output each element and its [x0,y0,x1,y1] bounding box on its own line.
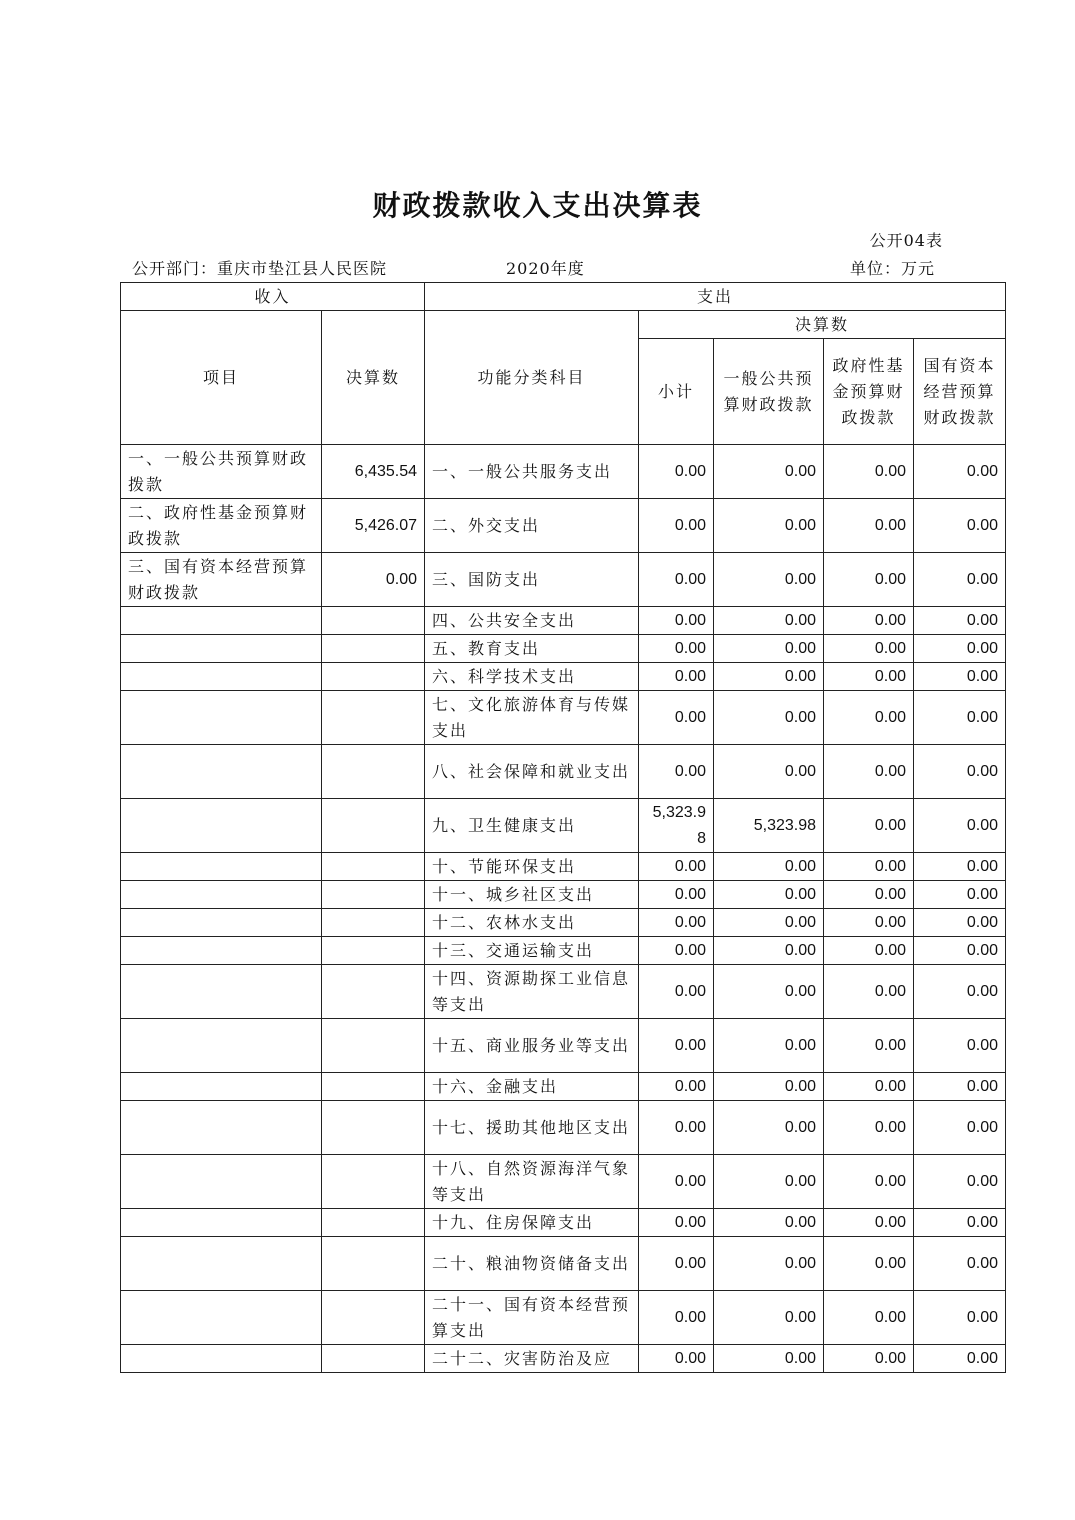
gov-fund-cell: 0.00 [824,853,914,881]
gov-fund-cell: 0.00 [824,691,914,745]
general-budget-cell: 0.00 [714,853,824,881]
general-budget-cell: 0.00 [714,607,824,635]
subtotal-cell: 0.00 [639,1155,714,1209]
state-capital-cell: 0.00 [914,965,1006,1019]
income-item-cell: 一、一般公共预算财政拨款 [121,445,322,499]
function-category-cell: 十、节能环保支出 [425,853,639,881]
gov-fund-header: 政府性基金预算财政拨款 [824,339,914,445]
table-row [121,635,1006,663]
gov-fund-cell: 0.00 [824,909,914,937]
income-amount-cell: 0.00 [322,553,425,607]
table-row [121,499,1006,553]
table-row [121,937,1006,965]
general-budget-cell: 0.00 [714,1101,824,1155]
state-capital-cell: 0.00 [914,663,1006,691]
subtotal-cell: 0.00 [639,663,714,691]
table-row [121,853,1006,881]
function-category-cell: 十一、城乡社区支出 [425,881,639,909]
subtotal-cell: 0.00 [639,607,714,635]
state-capital-cell: 0.00 [914,553,1006,607]
subtotal-cell: 0.00 [639,1291,714,1345]
general-budget-header: 一般公共预算财政拨款 [714,339,824,445]
state-capital-cell: 0.00 [914,445,1006,499]
function-category-cell: 二、外交支出 [425,499,639,553]
department-label: 公开部门：重庆市垫江县人民医院 [132,259,388,278]
table-row [121,745,1006,799]
subtotal-cell: 0.00 [639,853,714,881]
income-amount-cell [322,1209,425,1237]
gov-fund-cell: 0.00 [824,745,914,799]
income-item-cell [121,853,322,881]
function-category-cell: 十五、商业服务业等支出 [425,1019,639,1073]
gov-fund-cell: 0.00 [824,607,914,635]
income-amount-cell [322,1237,425,1291]
income-item-cell [121,691,322,745]
table-row [121,1101,1006,1155]
gov-fund-cell: 0.00 [824,1073,914,1101]
gov-fund-cell: 0.00 [824,1155,914,1209]
subtotal-cell: 0.00 [639,553,714,607]
income-amount-cell: 5,426.07 [322,499,425,553]
expense-header: 支出 [425,283,1006,311]
income-amount-cell [322,853,425,881]
function-category-cell: 三、国防支出 [425,553,639,607]
subtotal-cell: 0.00 [639,691,714,745]
table-row [121,1237,1006,1291]
gov-fund-cell: 0.00 [824,1209,914,1237]
general-budget-cell: 0.00 [714,635,824,663]
subtotal-cell: 0.00 [639,1345,714,1373]
income-item-cell [121,937,322,965]
income-amount-cell [322,799,425,853]
subtotal-header: 小计 [639,339,714,445]
table-row [121,691,1006,745]
income-item-cell: 三、国有资本经营预算财政拨款 [121,553,322,607]
income-amount-cell [322,881,425,909]
income-amount-cell [322,1155,425,1209]
general-budget-cell: 0.00 [714,1291,824,1345]
subtotal-cell: 0.00 [639,1237,714,1291]
fiscal-year: 2020年度 [506,259,585,278]
function-category-cell: 十九、住房保障支出 [425,1209,639,1237]
income-header: 收入 [121,283,425,311]
income-item-cell [121,1237,322,1291]
general-budget-cell: 0.00 [714,965,824,1019]
general-budget-cell: 0.00 [714,881,824,909]
income-item-cell [121,965,322,1019]
gov-fund-cell: 0.00 [824,1019,914,1073]
gov-fund-cell: 0.00 [824,965,914,1019]
amount-header: 决算数 [322,311,425,445]
general-budget-cell: 0.00 [714,691,824,745]
state-capital-cell: 0.00 [914,1155,1006,1209]
state-capital-cell: 0.00 [914,691,1006,745]
general-budget-cell: 0.00 [714,1073,824,1101]
table-row [121,1155,1006,1209]
function-category-cell: 二十、粮油物资储备支出 [425,1237,639,1291]
table-row [121,1291,1006,1345]
income-item-cell [121,1155,322,1209]
income-item-cell [121,1073,322,1101]
table-row [121,1209,1006,1237]
function-category-cell: 八、社会保障和就业支出 [425,745,639,799]
finance-table [120,282,1006,1373]
function-category-cell: 十三、交通运输支出 [425,937,639,965]
table-row [121,553,1006,607]
function-category-header: 功能分类科目 [425,311,639,445]
subtotal-cell: 0.00 [639,909,714,937]
form-number: 公开04表 [869,231,943,250]
state-capital-cell: 0.00 [914,745,1006,799]
income-amount-cell [322,663,425,691]
income-amount-cell [322,691,425,745]
function-category-cell: 十二、农林水支出 [425,909,639,937]
income-amount-cell: 6,435.54 [322,445,425,499]
gov-fund-cell: 0.00 [824,799,914,853]
document-title: 财政拨款收入支出决算表 [372,189,703,222]
state-capital-cell: 0.00 [914,499,1006,553]
general-budget-cell: 0.00 [714,1019,824,1073]
income-amount-cell [322,1345,425,1373]
general-budget-cell: 0.00 [714,937,824,965]
gov-fund-cell: 0.00 [824,499,914,553]
subtotal-cell: 5,323.98 [639,799,714,853]
income-item-cell [121,1209,322,1237]
income-item-cell: 二、政府性基金预算财政拨款 [121,499,322,553]
income-amount-cell [322,745,425,799]
income-amount-cell [322,1101,425,1155]
table-row [121,445,1006,499]
income-amount-cell [322,607,425,635]
state-capital-cell: 0.00 [914,1291,1006,1345]
gov-fund-cell: 0.00 [824,881,914,909]
gov-fund-cell: 0.00 [824,663,914,691]
income-amount-cell [322,909,425,937]
function-category-cell: 十四、资源勘探工业信息等支出 [425,965,639,1019]
income-amount-cell [322,635,425,663]
income-amount-cell [322,1073,425,1101]
gov-fund-cell: 0.00 [824,635,914,663]
subtotal-cell: 0.00 [639,445,714,499]
income-item-cell [121,1019,322,1073]
table-row [121,663,1006,691]
function-category-cell: 五、教育支出 [425,635,639,663]
income-item-cell [121,1345,322,1373]
income-amount-cell [322,965,425,1019]
table-row [121,799,1006,853]
subtotal-cell: 0.00 [639,965,714,1019]
function-category-cell: 十七、援助其他地区支出 [425,1101,639,1155]
income-item-cell [121,1101,322,1155]
income-item-cell [121,745,322,799]
state-capital-cell: 0.00 [914,1209,1006,1237]
income-item-cell [121,909,322,937]
function-category-cell: 六、科学技术支出 [425,663,639,691]
income-item-cell [121,799,322,853]
subtotal-cell: 0.00 [639,635,714,663]
gov-fund-cell: 0.00 [824,1345,914,1373]
income-item-cell [121,607,322,635]
state-capital-cell: 0.00 [914,1345,1006,1373]
subtotal-cell: 0.00 [639,937,714,965]
general-budget-cell: 0.00 [714,1237,824,1291]
gov-fund-cell: 0.00 [824,937,914,965]
state-capital-cell: 0.00 [914,909,1006,937]
income-item-cell [121,881,322,909]
income-amount-cell [322,937,425,965]
general-budget-cell: 0.00 [714,1345,824,1373]
general-budget-cell: 0.00 [714,499,824,553]
gov-fund-cell: 0.00 [824,1101,914,1155]
state-capital-cell: 0.00 [914,1237,1006,1291]
state-capital-cell: 0.00 [914,1019,1006,1073]
state-capital-cell: 0.00 [914,607,1006,635]
subtotal-cell: 0.00 [639,499,714,553]
income-amount-cell [322,1019,425,1073]
state-capital-cell: 0.00 [914,1073,1006,1101]
subtotal-cell: 0.00 [639,1019,714,1073]
state-capital-cell: 0.00 [914,799,1006,853]
income-item-cell [121,635,322,663]
table-row [121,1345,1006,1373]
general-budget-cell: 0.00 [714,745,824,799]
general-budget-cell: 0.00 [714,553,824,607]
state-capital-cell: 0.00 [914,937,1006,965]
function-category-cell: 一、一般公共服务支出 [425,445,639,499]
income-amount-cell [322,1291,425,1345]
function-category-cell: 四、公共安全支出 [425,607,639,635]
state-capital-cell: 0.00 [914,1101,1006,1155]
income-item-cell [121,1291,322,1345]
settlement-header: 决算数 [639,311,1006,339]
state-capital-cell: 0.00 [914,881,1006,909]
function-category-cell: 九、卫生健康支出 [425,799,639,853]
general-budget-cell: 0.00 [714,445,824,499]
table-row [121,881,1006,909]
gov-fund-cell: 0.00 [824,1237,914,1291]
table-row [121,909,1006,937]
gov-fund-cell: 0.00 [824,553,914,607]
table-row [121,607,1006,635]
gov-fund-cell: 0.00 [824,445,914,499]
subtotal-cell: 0.00 [639,1209,714,1237]
subtotal-cell: 0.00 [639,881,714,909]
table-row [121,1073,1006,1101]
item-header: 项目 [121,311,322,445]
general-budget-cell: 0.00 [714,1209,824,1237]
state-capital-header: 国有资本经营预算财政拨款 [914,339,1006,445]
general-budget-cell: 0.00 [714,1155,824,1209]
table-row [121,1019,1006,1073]
function-category-cell: 十六、金融支出 [425,1073,639,1101]
general-budget-cell: 0.00 [714,909,824,937]
subtotal-cell: 0.00 [639,745,714,799]
state-capital-cell: 0.00 [914,853,1006,881]
function-category-cell: 二十一、国有资本经营预算支出 [425,1291,639,1345]
general-budget-cell: 5,323.98 [714,799,824,853]
state-capital-cell: 0.00 [914,635,1006,663]
table-row [121,965,1006,1019]
subtotal-cell: 0.00 [639,1101,714,1155]
income-item-cell [121,663,322,691]
gov-fund-cell: 0.00 [824,1291,914,1345]
function-category-cell: 二十二、灾害防治及应 [425,1345,639,1373]
function-category-cell: 十八、自然资源海洋气象等支出 [425,1155,639,1209]
function-category-cell: 七、文化旅游体育与传媒支出 [425,691,639,745]
general-budget-cell: 0.00 [714,663,824,691]
unit-label: 单位：万元 [850,259,936,278]
subtotal-cell: 0.00 [639,1073,714,1101]
